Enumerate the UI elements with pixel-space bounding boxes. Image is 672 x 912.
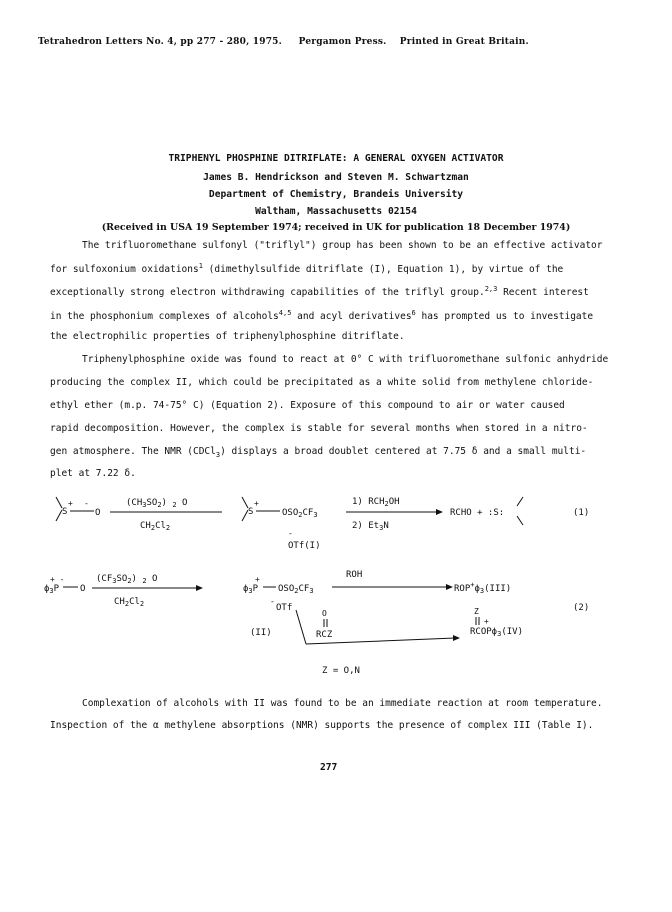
eq2-z-def: Z = O,N — [322, 666, 360, 676]
p1-line1: The trifluoromethane sulfonyl ("triflyl") group has been shown to be an effective activator — [82, 240, 603, 251]
p2-line6: plet at 7.22 δ. — [50, 468, 136, 479]
publisher: Pergamon Press. — [298, 37, 387, 47]
svg-text:+: + — [68, 499, 73, 508]
svg-text:O: O — [95, 508, 101, 518]
citation: Tetrahedron Letters No. 4, pp 277 - 280, 1975. — [38, 37, 282, 47]
eq1-reagent-bottom: $CH_2Cl_2$ — [140, 521, 171, 532]
ref-1: 1 — [198, 262, 203, 270]
sulfonium-ditriflate — [242, 497, 321, 551]
ref-6: 6 — [411, 309, 416, 317]
cdcl3-subscript: 3 — [215, 450, 221, 459]
svg-text:(II): (II) — [250, 628, 272, 638]
eq2-product-iii: $ROP^+\phi_3(III)$ — [454, 581, 512, 595]
p3-line1: Complexation of alcohols with II was found to be an immediate reaction at room temperature. — [82, 698, 603, 709]
journal-header — [38, 37, 529, 47]
p1-line4: in the phosphonium complexes of alcohols$^{4,5}$ and acyl derivatives$^6$ has prompted us to investigate — [50, 309, 594, 323]
ref-4-5: 4,5 — [278, 309, 292, 317]
svg-text:-: - — [288, 529, 293, 538]
svg-text:OSO2CF3: $OSO_2CF_3$ — [282, 508, 318, 519]
svg-text:-: - — [84, 499, 89, 508]
p2-line5: gen atmosphere. The NMR (CDCl$_3$) displays a broad doublet centered at 7.75 δ and a small multi- — [50, 446, 587, 459]
p2-line4: rapid decomposition. However, the complex is stable for several months when stored in a nitro- — [50, 423, 588, 434]
svg-text:+: + — [484, 617, 489, 626]
eq2-branch-line — [296, 610, 306, 644]
address: Waltham, Massachusetts 02154 — [255, 206, 417, 217]
dmso-structure — [56, 497, 100, 521]
affiliation: Department of Chemistry, Brandeis University — [208, 189, 464, 200]
svg-text:OTf: OTf — [276, 603, 293, 613]
p1-line3: exceptionally strong electron withdrawing capabilities of the triflyl group.$^{2,3}$ Recent interest — [50, 285, 589, 299]
eq1-step1: 1) $RCH_2OH$ — [352, 497, 400, 508]
eq1-product: RCHO + :S: — [450, 508, 505, 518]
ref-2-3: 2,3 — [484, 285, 498, 293]
svg-text:O: O — [322, 609, 327, 618]
eq1-step2: 2) $Et_3N$ — [352, 521, 389, 532]
eq2-product-iv: RCOPϕ$_3$(IV) — [470, 627, 523, 638]
svg-text:+: + — [255, 575, 260, 584]
received-dates: (Received in USA 19 September 1974; received in UK for publication 18 December 1974) — [101, 222, 571, 233]
svg-text:ϕ3P: $\phi_3P$ — [44, 584, 60, 595]
svg-text:Z: Z — [474, 607, 479, 616]
article-title: TRIPHENYL PHOSPHINE DITRIFLATE: A GENERAL OXYGEN ACTIVATOR — [168, 153, 504, 164]
p2-line2: producing the complex II, which could be precipitated as a white solid from methylene chloride- — [50, 377, 594, 388]
eq2-label: (2) — [573, 603, 590, 613]
eq1-label: (1) — [573, 508, 590, 518]
svg-text:ϕ3P: $\phi_3P$ — [243, 584, 259, 595]
eq2-reagent-bottom: $CH_2Cl_2$ — [114, 597, 145, 608]
p2-line1: Triphenylphosphine oxide was found to react at 0° C with trifluoromethane sulfonic anhydride — [82, 354, 609, 365]
authors: James B. Hendrickson and Steven M. Schwartzman — [203, 172, 469, 183]
p1-line5: the electrophilic properties of triphenylphosphine ditriflate. — [50, 331, 405, 342]
eq2-rcz: RCZ — [316, 630, 333, 640]
svg-text:+: + — [254, 499, 259, 508]
svg-text:S: S — [248, 507, 254, 517]
phosphine-ditriflate-II — [243, 575, 314, 638]
svg-text:OTf(I): OTf(I) — [288, 541, 321, 551]
reaction-scheme — [0, 488, 672, 688]
p1-line2: for sulfoxonium oxidations$^1$ (dimethylsulfide ditriflate (I), Equation 1), by virtue of the — [50, 262, 564, 276]
eq1-reagent-top: $(CH_3SO_2)$ $_2$ O — [126, 498, 188, 509]
printed-in: Printed in Great Britain. — [399, 37, 529, 47]
svg-text:S: S — [62, 507, 68, 517]
svg-text:-: - — [270, 597, 275, 606]
eq2-start: + - — [50, 575, 65, 584]
svg-text:OSO2CF3: $OSO_2CF_3$ — [278, 584, 314, 595]
eq2-reagent-top: $(CF_3SO_2)$ $_2$ O — [96, 574, 158, 585]
eq2-roh: ROH — [346, 570, 363, 580]
p3-line2: Inspection of the α methylene absorptions (NMR) supports the presence of complex III (Table I). — [50, 720, 594, 731]
p2-line3: ethyl ether (m.p. 74-75° C) (Equation 2). Exposure of this compound to air or water caused — [50, 400, 565, 411]
page-number: 277 — [320, 762, 338, 773]
svg-text:O: O — [80, 584, 86, 594]
